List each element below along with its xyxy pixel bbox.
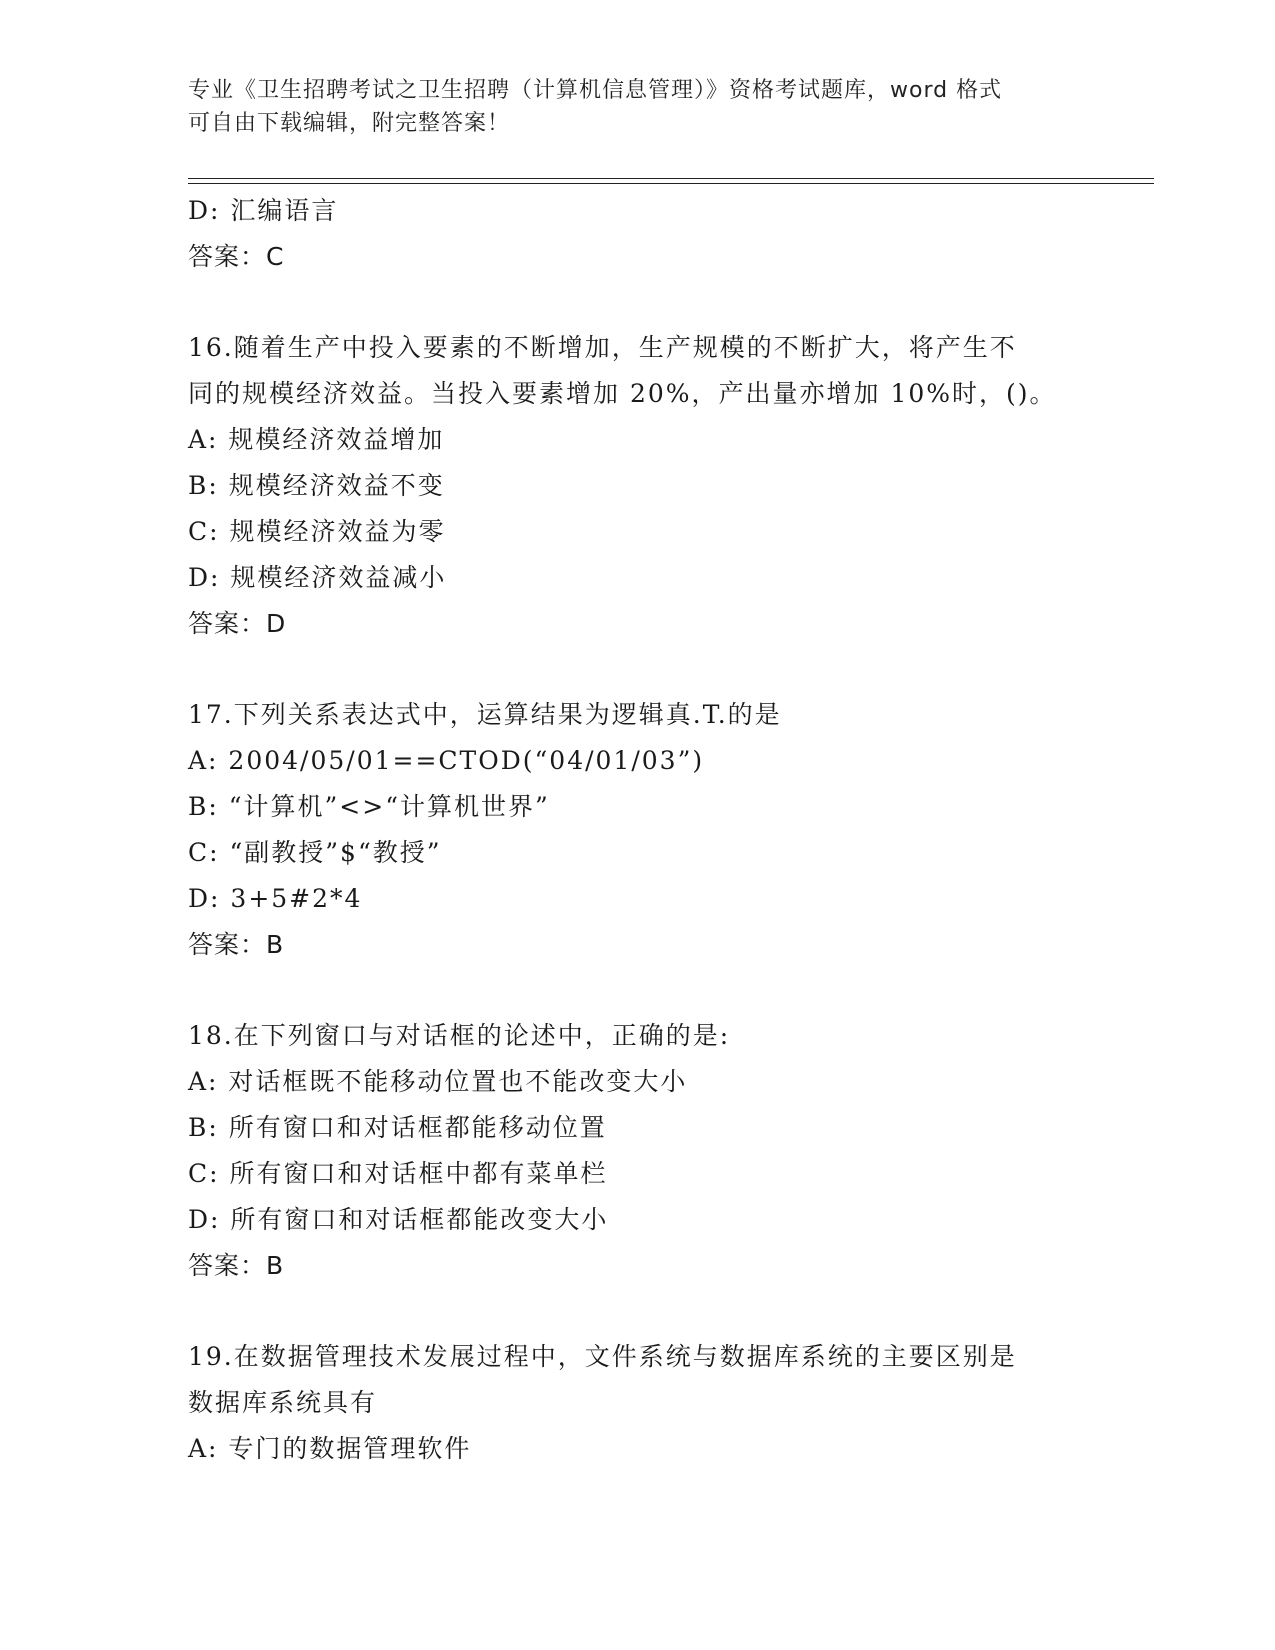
question-19 [188,1334,1088,1472]
question-answer: 答案：B [188,930,285,959]
header-divider-top [188,178,1154,179]
question-option: D: 汇编语言 [188,196,339,225]
question-option: A: 专门的数据管理软件 [188,1434,472,1463]
question-option: D: 规模经济效益减小 [188,563,447,592]
question-spacer [188,1289,1088,1334]
question-answer: 答案：B [188,1251,285,1280]
question-option: C: “副教授”$“教授” [188,838,442,867]
question-stem: 同的规模经济效益。当投入要素增加 20%，产出量亦增加 10%时，()。 [188,379,1057,408]
question-answer: 答案：D [188,609,287,638]
header-divider-bottom [188,183,1154,184]
question-option: D: 所有窗口和对话框都能改变大小 [188,1205,609,1234]
question-spacer [188,968,1088,1013]
question-option: D: 3+5#2*4 [188,884,363,913]
question-option: C: 规模经济效益为零 [188,517,446,546]
question-18 [188,1013,1088,1289]
question-spacer [188,280,1088,325]
header-title-line-2: 可自由下载编辑，附完整答案！ [188,111,511,136]
header-title-line-1: 专业《卫生招聘考试之卫生招聘（计算机信息管理）》资格考试题库，word 格式 [188,78,1003,103]
question-option: B: 所有窗口和对话框都能移动位置 [188,1113,607,1142]
question-spacer [188,647,1088,692]
question-stem: 16.随着生产中投入要素的不断增加，生产规模的不断扩大，将产生不 [188,333,1017,362]
previous-question-tail [188,188,1088,280]
document-header [188,74,1068,140]
question-stem: 17.下列关系表达式中，运算结果为逻辑真.T.的是 [188,700,782,729]
question-option: A: 对话框既不能移动位置也不能改变大小 [188,1067,688,1096]
question-option: B: “计算机”<>“计算机世界” [188,792,550,821]
question-option: B: 规模经济效益不变 [188,471,445,500]
question-stem: 数据库系统具有 [188,1388,378,1417]
question-option: A: 2004/05/01==CTOD(“04/01/03”) [188,746,705,775]
question-content [188,188,1088,1472]
question-answer: 答案：C [188,242,285,271]
question-stem: 19.在数据管理技术发展过程中，文件系统与数据库系统的主要区别是 [188,1342,1017,1371]
question-option: C: 所有窗口和对话框中都有菜单栏 [188,1159,608,1188]
question-stem: 18.在下列窗口与对话框的论述中，正确的是: [188,1021,731,1050]
question-option: A: 规模经济效益增加 [188,425,445,454]
question-17 [188,692,1088,968]
question-16 [188,325,1088,647]
